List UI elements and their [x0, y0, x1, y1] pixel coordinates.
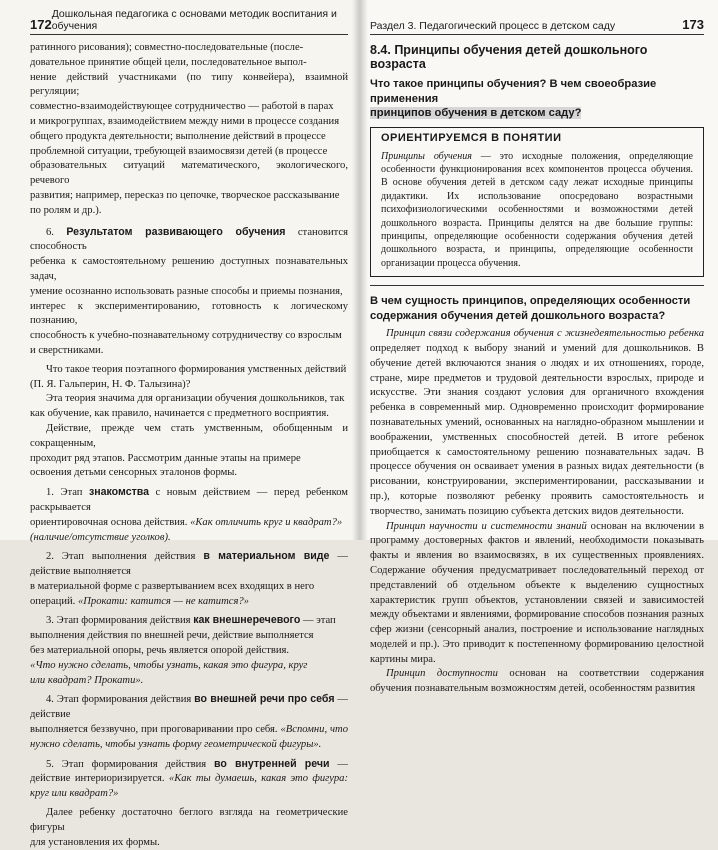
right-running-header	[370, 10, 704, 35]
right-page-number: 173	[682, 17, 704, 32]
result-term: Результатом развивающего обучения	[66, 225, 286, 238]
step-3: 3. Этап формирования действия как внешнеречевого — этап выполнения действия по внешней речи, действие выполняется без материальной опоры, речь является опорой действия. «Что нужно сделать, чтобы узнать, какая это фигура, круг или квадрат? Прокати».	[30, 614, 336, 686]
concept-definition: Принципы обучения — это исходные положения, определяющие особенности функционирования всех компонентов процесса обучения. В основе обучения детей в детском саду лежат исходные принципы дидактики. Их использование опосредовано возрастными психофизиологическими особенностями и возможностями детей дошкольного возраста. Принципы делятся на две большие группы: принципы, определяющие особенности содержания обучения детей дошкольного возраста, и принципы, определяющие особенности организации процесса обучения.	[381, 150, 693, 269]
step-example: «Как ты думаешь, какая это фигура: круг или квадрат?»	[30, 773, 348, 800]
step-1: 1. Этап знакомства с новым действием — перед ребенком раскрывается ориентировочная основа действия. «Как отличить круг и квадрат?» (наличие/отсутствие уголков).	[30, 486, 348, 543]
text-line: развития; например, пересказ по цепочке, творческое рассказывание	[30, 189, 340, 201]
text-line: как обучение, как правило, начинается с предметного восприятия.	[30, 408, 329, 420]
principle-name: доступности	[436, 668, 498, 680]
principle-paragraph: Принцип связи содержания обучения с жизнедеятельностью ребенка определяет подход к выбору знаний и умений для дошкольников. В обучение детей включаются знания о людях и их отношениях, городе, стране, мире предметов и трудовой деятельности взрослых, природе и искусстве. Эти знания создают условия для органичного вхождения ребенка в современный мир. Одновременно происходит формирование познавательных умений, основанных на наглядно-образном мышлении и воображении, умственных способностей детей. В итоге ребенок приобщается к самостоятельному решению познавательных задач. В процессе обучения он осваивает умения в разных видах деятельности (в рисовании, конструировании, экспериментировании, рассказывании и пр.), которые позволяют ребенку проявить самостоятельность и творчество, занимать позицию субъекта детских видов деятельности.	[370, 328, 704, 517]
text-line: ратинного рисования); совместно-последовательные (после-	[30, 42, 304, 53]
text-line: способность к учебно-познавательному сотрудничеству со взрослым	[30, 330, 342, 342]
step-example: «Что нужно сделать, чтобы узнать, какая это фигура, круг	[30, 659, 308, 671]
text-line: образовательных ситуаций математического, экологического, речевого	[30, 160, 348, 187]
theory-paragraph	[30, 363, 348, 481]
step-term: как внешнеречевого	[193, 614, 301, 627]
step-term: во внешней речи про себя	[194, 693, 335, 706]
step-example: «Как отличить круг и квадрат?»	[187, 516, 343, 528]
item-number: 6.	[46, 226, 54, 238]
left-body	[30, 41, 348, 850]
question-1: Что такое принципы обучения? В чем своеобразие применения принципов обучения в детском саду?	[370, 78, 657, 119]
section-divider	[370, 285, 704, 286]
step-term: в материальном виде	[203, 550, 330, 563]
step-5: 5. Этап формирования действия во внутренней речи — действие интериоризируется. «Как ты думаешь, какая это фигура: круг или квадрат?»	[30, 757, 348, 800]
concept-box	[370, 127, 704, 278]
text-line: (П. Я. Гальперин, Н. Ф. Талызина)?	[30, 378, 191, 390]
text-line: умение осознанно использовать разные способы и приемы познания,	[30, 285, 343, 297]
text-line: довательное принятие общей цели, последовательное выпол-	[30, 56, 307, 68]
left-running-header	[30, 10, 348, 35]
question-2: В чем сущность принципов, определяющих особенности содержания обучения детей дошкольного возраста?	[370, 295, 691, 322]
step-2: 2. Этап выполнения действия в материальном виде — действие выполняется в материальной форме с развертыванием всех входящих в него операций. «Прокати: катится — не катится?»	[30, 550, 348, 607]
text-line: нение действий участниками (по типу конвейера), взаимной регуляции;	[30, 71, 348, 98]
principle-name: Принцип научности и системности знаний	[386, 520, 587, 532]
result-paragraph	[30, 225, 348, 359]
text-line: и микрогруппах, взаимодействием между ними в процессе создания	[30, 115, 340, 127]
left-page-number: 172	[30, 17, 52, 32]
highlighted-question: принципов обучения в детском саду?	[370, 107, 582, 119]
theory-question: Что такое теория поэтапного формирования умственных действий	[46, 363, 347, 375]
principle-paragraph: Принцип доступности основан на соответствии содержания обучения познавательным возможностям детей, особенностям развития	[370, 668, 704, 695]
step-term: во внутренней речи	[213, 757, 330, 770]
text-line: становится способность	[30, 226, 348, 253]
text-line: общего продукта деятельности; выполнение действий в процессе	[30, 130, 326, 142]
text-line: проблемной ситуации, требующей взаимосвязи детей (в процессе	[30, 145, 328, 157]
step-term: знакомства	[88, 486, 150, 499]
text-line: Действие, прежде чем стать умственным, обобщенным и сокращенным,	[30, 422, 348, 449]
step-example: «Прокати: катится — не катится?»	[77, 595, 249, 607]
concept-title: ОРИЕНТИРУЕМСЯ В ПОНЯТИИ	[381, 131, 562, 144]
text-line: и сверстниками.	[30, 344, 104, 356]
text-line: Эта теория значима для организации обучения дошкольников, так	[46, 393, 345, 405]
step-example: «Вспомни, что нужно сделать, чтобы узнать форму геометрической фигуры».	[30, 724, 349, 750]
principle-name: Принцип связи содержания обучения с жизнедеятельностью ребенка	[386, 328, 704, 340]
right-body	[370, 327, 704, 697]
step-4: 4. Этап формирования действия во внешней речи про себя — действие выполняется беззвучно, при проговаривании про себя. «Вспомни, что нужно сделать, чтобы узнать форму геометрической фигуры».	[30, 693, 349, 750]
text-line: совместно-взаимодействующее сотрудничество — работой в парах	[30, 101, 334, 113]
principle-paragraph: Принцип научности и системности знаний основан на включении в программу достоверных фактов и явлений, необходимости показывать факты и явления во взаимосвязях, в их существенных проявлениях. Содержание обучения предусматривает последовательный переход от представлений об отдельном объекте к выделению сущностных характеристик групп объектов, установлении связей и зависимостей между объектами и явлениями, формирование способов познания разных сфер жизни (сенсорный анализ, построение и использование наглядных моделей и пр.). Это приводит к постепенному формированию целостной картины мира.	[370, 520, 704, 665]
final-paragraph: Далее ребенку достаточно беглого взгляда на геометрические фигуры для установления их формы.	[30, 807, 348, 848]
text-line: по ролям и др.).	[30, 204, 102, 216]
section-title: 8.4. Принципы обучения детей дошкольного возраста	[370, 43, 648, 71]
book-gutter-shadow	[352, 0, 368, 540]
text-line: ребенка к самостоятельному решению доступных познавательных задач,	[30, 256, 348, 282]
text-line: проходит ряд этапов. Рассмотрим данные этапы на примере	[30, 452, 301, 464]
text-line: освоения детьми сенсорных эталонов формы.	[30, 467, 238, 479]
right-page	[360, 0, 718, 695]
continued-paragraph	[30, 41, 348, 219]
concept-term: Принципы обучения	[381, 150, 472, 162]
left-running-head: Дошкольная педагогика с основами методик воспитания и обучения	[51, 8, 337, 32]
right-running-head: Раздел 3. Педагогический процесс в детском саду	[370, 20, 616, 32]
text-line: интерес к экспериментированию, готовность к логическому познанию,	[30, 300, 348, 327]
